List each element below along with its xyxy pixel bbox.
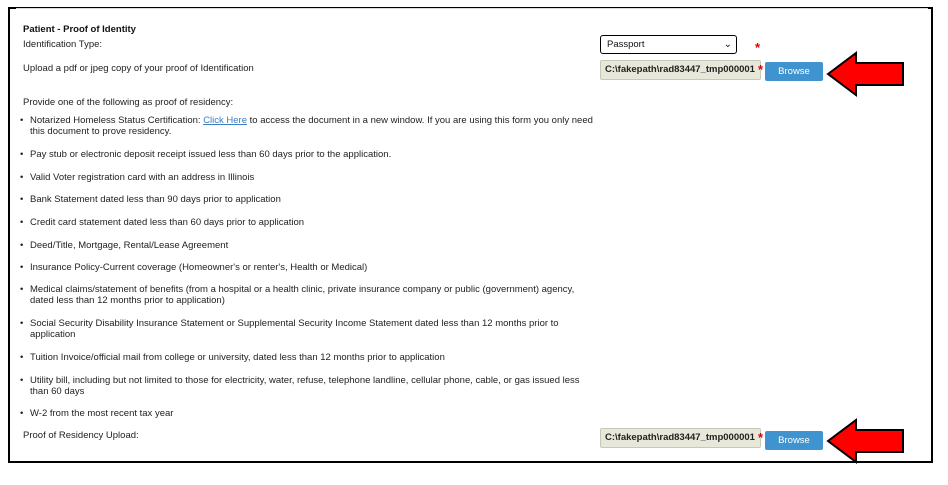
list-item-text: Notarized Homeless Status Certification: [30, 115, 204, 126]
list-item: • Insurance Policy-Current coverage (Homeowner's or renter's, Health or Medical) [20, 262, 600, 273]
identification-type-select[interactable] [600, 35, 737, 54]
identity-upload-label: Upload a pdf or jpeg copy of your proof of Identification [23, 63, 254, 74]
list-item-text: Pay stub or electronic deposit receipt issued less than 60 days prior to the application. [30, 149, 392, 160]
list-item-text: Insurance Policy-Current coverage (Homeowner's or renter's, Health or Medical) [30, 262, 368, 273]
residency-file-path: C:\fakepath\rad83447_tmp000001 [600, 428, 761, 448]
list-item-text: Utility bill, including but not limited to those for electricity, water, refuse, telephone landline, cellular phone, cable, or gas issued less than 60 days [30, 375, 580, 397]
red-arrow-left-icon [826, 418, 906, 464]
list-item-text: Medical claims/statement of benefits (from a hospital or a health clinic, private insurance company or public (government) agency, dated less than 12 months prior to application) [30, 284, 575, 306]
identity-browse-button[interactable]: Browse [765, 62, 823, 81]
list-item: • Valid Voter registration card with an address in Illinois [20, 172, 600, 183]
list-item: • Credit card statement dated less than 60 days prior to application [20, 217, 600, 228]
required-asterisk-icon: * [758, 62, 764, 77]
residency-browse-button[interactable]: Browse [765, 431, 823, 450]
list-item-text: Valid Voter registration card with an address in Illinois [30, 172, 255, 183]
list-item: • Social Security Disability Insurance Statement or Supplemental Security Income Statement dated less than 12 months prior to application [20, 318, 600, 340]
list-item: • Bank Statement dated less than 90 days prior to application [20, 194, 600, 205]
list-item: • Utility bill, including but not limited to those for electricity, water, refuse, telephone landline, cellular phone, cable, or gas issued less than 60 days [20, 375, 600, 397]
identification-type-label: Identification Type: [23, 39, 103, 50]
required-asterisk-icon: * [758, 430, 764, 445]
identity-file-path: C:\fakepath\rad83447_tmp000001 [600, 60, 761, 80]
list-item: • Medical claims/statement of benefits (from a hospital or a health clinic, private insurance company or public (government) agency, dated less than 12 months prior to application) [20, 284, 600, 306]
list-item: • Tuition Invoice/official mail from college or university, dated less than 12 months prior to application [20, 352, 600, 363]
list-item: • Deed/Title, Mortgage, Rental/Lease Agreement [20, 240, 600, 251]
list-item: • Notarized Homeless Status Certification: Click Here to access the document in a new window. If you are using this form you only need this document to prove residency. [20, 115, 593, 137]
list-item-text: Credit card statement dated less than 60 days prior to application [30, 217, 305, 228]
identification-type-value: Passport [607, 39, 645, 50]
top-divider [16, 8, 928, 9]
required-asterisk-icon: * [755, 40, 761, 55]
list-item-text: W-2 from the most recent tax year [30, 408, 174, 419]
chevron-down-icon: ⌄ [723, 39, 732, 50]
list-item-text: Bank Statement dated less than 90 days prior to application [30, 194, 281, 205]
list-item-text: to access the document in a new window. If you are using this form you only need this document to prove residency. [30, 115, 593, 137]
residency-intro: Provide one of the following as proof of residency: [23, 97, 234, 108]
section-title: Patient - Proof of Identity [23, 24, 136, 35]
red-arrow-left-icon [826, 51, 906, 97]
list-item: • W-2 from the most recent tax year [20, 408, 600, 419]
list-item-text: Social Security Disability Insurance Statement or Supplemental Security Income Statement dated less than 12 months prior to application [30, 318, 559, 340]
list-item-text: Tuition Invoice/official mail from college or university, dated less than 12 months prior to application [30, 352, 445, 363]
click-here-link[interactable]: Click Here [203, 115, 247, 126]
list-item: • Pay stub or electronic deposit receipt issued less than 60 days prior to the application. [20, 149, 600, 160]
list-item-text: Deed/Title, Mortgage, Rental/Lease Agreement [30, 240, 229, 251]
residency-upload-label: Proof of Residency Upload: [23, 430, 139, 441]
